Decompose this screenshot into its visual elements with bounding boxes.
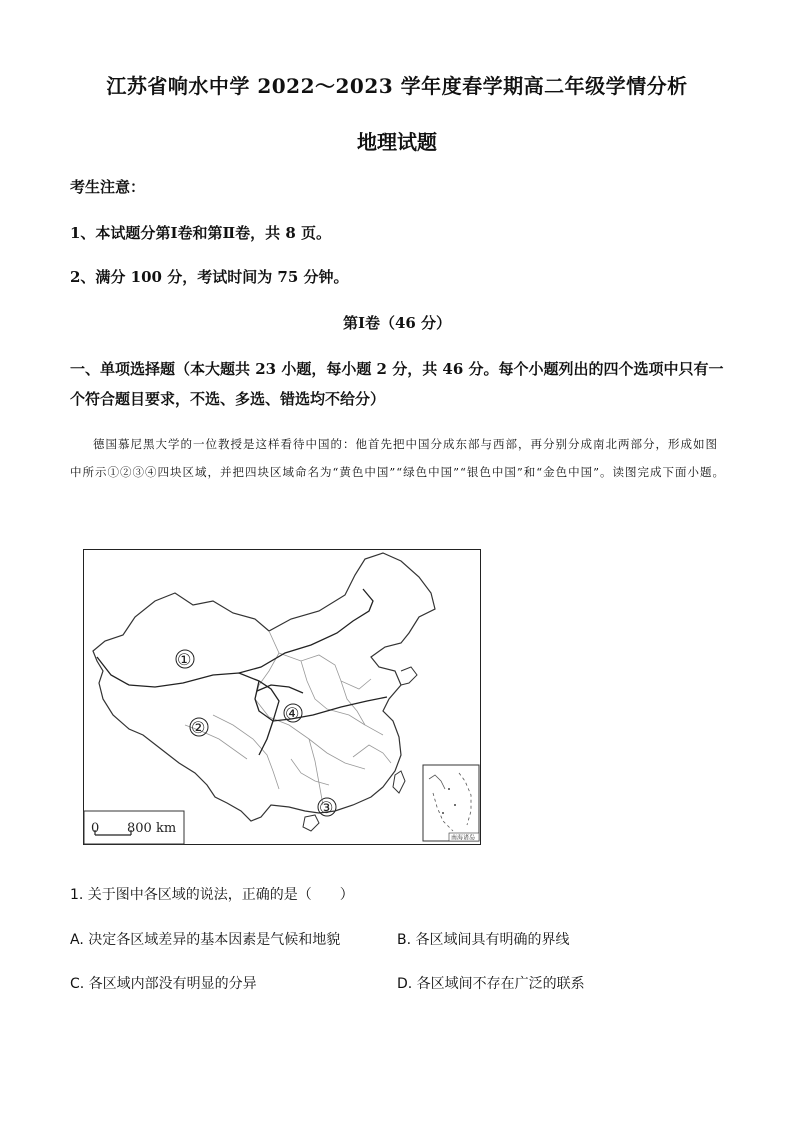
scale-distance: 800 km: [127, 821, 177, 836]
exam-title: 江苏省响水中学 2022～2023 学年度春学期高二年级学情分析: [106, 74, 688, 98]
notice-heading: 考生注意：: [70, 178, 146, 196]
reading-passage: 德国慕尼黑大学的一位教授是这样看待中国的：他首先把中国分成东部与西部，再分别分成南北两部分，形成如图中所示①②③④四块区域，并把四块区域命名为“黄色中国”“绿色中国”“银色中国”和“金色中国”。读图完成下面小题。: [70, 437, 726, 479]
option-b: B. 各区域间具有明确的界线: [397, 932, 570, 948]
notice-item-1: 1、本试题分第Ⅰ卷和第Ⅱ卷，共 8 页。: [70, 224, 331, 242]
inset-label: 南海诸岛: [451, 834, 476, 842]
scale-bar: [84, 811, 184, 844]
option-a: A. 决定各区域差异的基本因素是气候和地貌: [70, 932, 341, 948]
question-stem: 1. 关于图中各区域的说法，正确的是（ ）: [70, 887, 354, 903]
region-label-3: ③: [319, 798, 334, 817]
region-label-1: ①: [177, 650, 192, 669]
region-label-4: ④: [285, 704, 300, 723]
notice-item-2: 2、满分 100 分，考试时间为 75 分钟。: [70, 268, 349, 286]
option-c: C. 各区域内部没有明显的分异: [70, 976, 257, 992]
section-title: 第Ⅰ卷（46 分）: [342, 314, 452, 332]
china-region-map: [83, 549, 481, 845]
map-frame: [84, 550, 481, 845]
scale-zero: 0: [91, 821, 100, 836]
region-label-2: ②: [191, 718, 206, 737]
south-china-sea-inset: [423, 765, 479, 842]
question-type-instructions: 一、单项选择题（本大题共 23 小题，每小题 2 分，共 46 分。每个小题列出的四个选项中只有一个符合题目要求，不选、多选、错选均不给分）: [70, 360, 724, 408]
option-d: D. 各区域间不存在广泛的联系: [397, 976, 585, 992]
exam-subtitle: 地理试题: [357, 130, 437, 154]
